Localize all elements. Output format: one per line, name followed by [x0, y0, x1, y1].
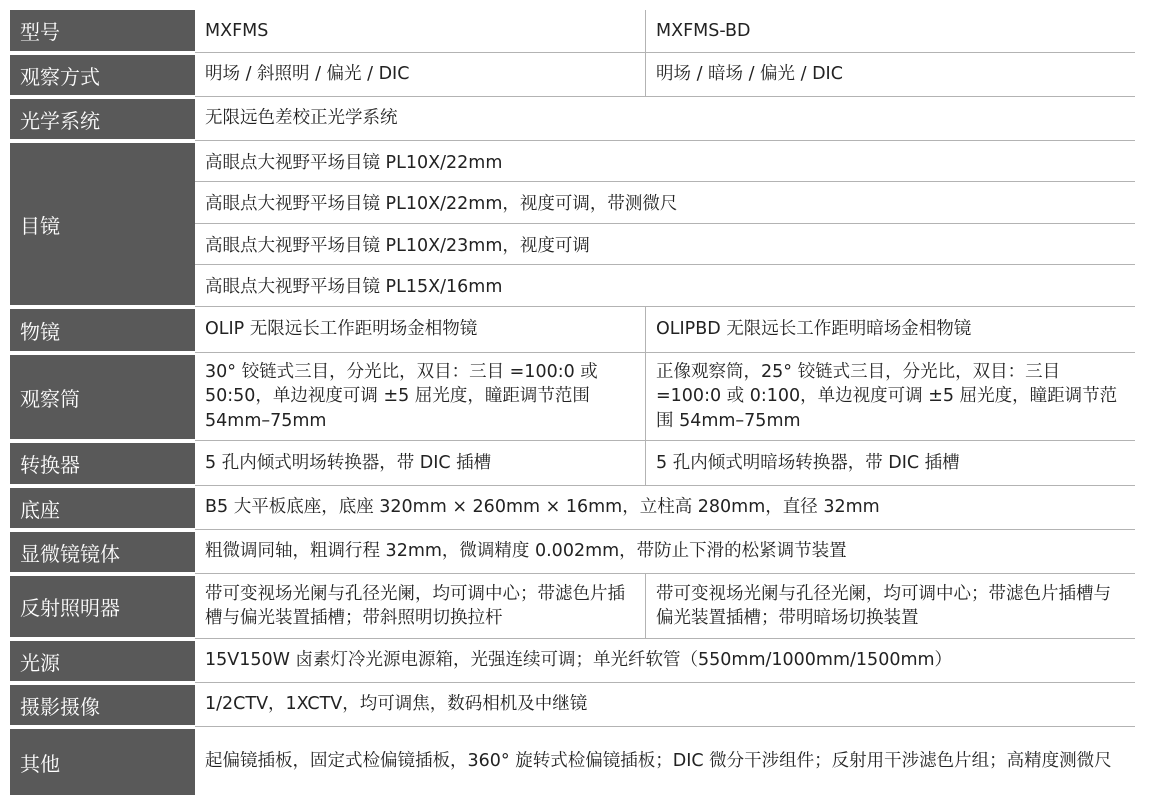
- spec-row-observation: [10, 53, 1135, 97]
- cell-full: [195, 530, 1135, 574]
- cell-col1: [195, 307, 646, 353]
- cell-text: 高眼点大视野平场目镜 PL15X/16mm: [205, 277, 503, 297]
- cell-text: 明场 / 暗场 / 偏光 / DIC: [656, 64, 843, 85]
- cell-text: 30° 铰链式三目，分光比，双目：三目 =100:0 或 50:50，单边视度可调 ±5 屈光度，瞳距调节范围 54mm–75mm: [205, 361, 598, 431]
- cell-col2: [646, 53, 1135, 97]
- cell-full: [195, 683, 1135, 727]
- cell-col1: [195, 10, 646, 53]
- cell-col2: [646, 574, 1135, 639]
- cell-text: 明场 / 斜照明 / 偏光 / DIC: [205, 64, 410, 85]
- row-label: 摄影摄像: [10, 685, 195, 725]
- cell-text: 高眼点大视野平场目镜 PL10X/23mm，视度可调: [205, 235, 590, 256]
- cell-text: 起偏镜插板，固定式检偏镜插板，360° 旋转式检偏镜插板；DIC 微分干涉组件；反射用干涉滤色片组；高精度测微尺: [205, 750, 1112, 771]
- spec-row-model: [10, 10, 1135, 53]
- spec-row-imaging: [10, 683, 1135, 727]
- row-label: 观察方式: [10, 55, 195, 95]
- row-label: 显微镜镜体: [10, 532, 195, 572]
- spec-row-nosepiece: [10, 441, 1135, 486]
- row-label: 光学系统: [10, 99, 195, 139]
- cell-text: 15V150W 卤素灯冷光源电源箱，光强连续可调；单光纤软管（550mm/1000mm/1500mm）: [205, 650, 953, 671]
- spec-row-eyepiece: [10, 141, 1135, 307]
- row-label: 观察筒: [10, 355, 195, 439]
- cell-text: 无限远色差校正光学系统: [205, 108, 398, 129]
- cell-col1: [195, 441, 646, 486]
- cell-full: [195, 639, 1135, 683]
- cell-col1: [195, 574, 646, 639]
- cell-text: 高眼点大视野平场目镜 PL10X/22mm: [205, 152, 503, 173]
- cell-text: OLIPBD 无限远长工作距明暗场金相物镜: [656, 319, 972, 340]
- cell-col2: [646, 441, 1135, 486]
- cell-col2: [646, 307, 1135, 353]
- spec-row-light-source: [10, 639, 1135, 683]
- cell-full: [195, 97, 1135, 141]
- spec-row-objective: [10, 307, 1135, 353]
- spec-row-body: [10, 530, 1135, 574]
- cell-text: 1/2CTV，1XCTV，均可调焦，数码相机及中继镜: [205, 694, 588, 715]
- cell-col1: [195, 353, 646, 441]
- row-label: 其他: [10, 729, 195, 795]
- cell-text: 粗微调同轴，粗调行程 32mm，微调精度 0.002mm，带防止下滑的松紧调节装置: [205, 541, 847, 562]
- row-label: 底座: [10, 488, 195, 528]
- eyepiece-item: [195, 141, 1135, 182]
- cell-text: B5 大平板底座，底座 320mm × 260mm × 16mm，立柱高 280mm，直径 32mm: [205, 497, 880, 518]
- row-label: 物镜: [10, 309, 195, 351]
- cell-col2: [646, 353, 1135, 441]
- row-label: 光源: [10, 641, 195, 681]
- eyepiece-item: [195, 265, 1135, 307]
- row-label: 反射照明器: [10, 576, 195, 637]
- spec-row-other: [10, 727, 1135, 795]
- cell-col2: [646, 10, 1135, 53]
- spec-row-illuminator: [10, 574, 1135, 639]
- spec-row-base: [10, 486, 1135, 530]
- cell-text: 带可变视场光阑与孔径光阑，均可调中心；带滤色片插槽与偏光装置插槽；带斜照明切换拉杆: [205, 583, 625, 628]
- cell-text: 5 孔内倾式明场转换器，带 DIC 插槽: [205, 452, 492, 473]
- eyepiece-item: [195, 182, 1135, 224]
- cell-text: 正像观察筒，25° 铰链式三目，分光比，双目：三目 =100:0 或 0:100，单边视度可调 ±5 屈光度，瞳距调节范围 54mm–75mm: [656, 361, 1118, 431]
- eyepiece-item: [195, 224, 1135, 265]
- cell-text: MXFMS: [205, 20, 269, 41]
- cell-text: 高眼点大视野平场目镜 PL10X/22mm，视度可调，带测微尺: [205, 194, 678, 214]
- row-label: 型号: [10, 10, 195, 51]
- cell-col1: [195, 53, 646, 97]
- cell-text: OLIP 无限远长工作距明场金相物镜: [205, 319, 478, 340]
- row-label: 转换器: [10, 443, 195, 484]
- cell-text: MXFMS-BD: [656, 20, 751, 41]
- spec-row-optics: [10, 97, 1135, 141]
- cell-full: [195, 486, 1135, 530]
- cell-text: 带可变视场光阑与孔径光阑，均可调中心；带滤色片插槽与偏光装置插槽；带明暗场切换装置: [656, 583, 1111, 628]
- cell-text: 5 孔内倾式明暗场转换器，带 DIC 插槽: [656, 452, 960, 473]
- row-label: 目镜: [10, 143, 195, 305]
- cell-full: [195, 727, 1135, 795]
- spec-row-tube: [10, 353, 1135, 441]
